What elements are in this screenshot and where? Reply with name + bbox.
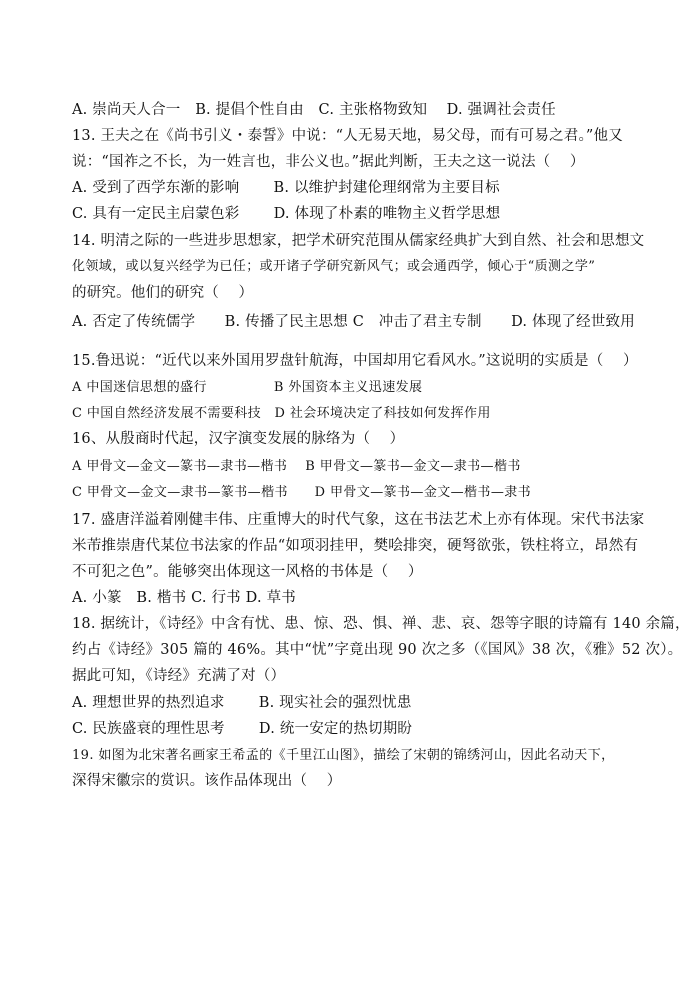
q18-option-ab: A. 理想世界的热烈追求 B. 现实社会的强烈忧患 xyxy=(72,695,412,711)
q14-options-line: A. 否定了传统儒学 B. 传播了民主思想 C 冲击了君主专制 D. 体现了经世致用 xyxy=(72,314,635,330)
q13-stem-line-1: 13. 王夫之在《尚书引义・泰誓》中说：“人无易天地，易父母，而有可易之君。”他又 xyxy=(72,128,623,144)
q17-options-line: A. 小篆 B. 楷书 C. 行书 D. 草书 xyxy=(72,590,297,606)
q15-option-ab: A 中国迷信思想的盛行 B 外国资本主义迅速发展 xyxy=(72,380,423,395)
q18-stem-line-1: 18. 据统计，《诗经》中含有忧、患、惊、恐、惧、禅、悲、哀、怨等字眼的诗篇有 140 余篇， xyxy=(72,616,690,632)
q19-stem-line-2: 深得宋徽宗的赏识。该作品体现出（ ） xyxy=(72,773,342,789)
q16-stem-line: 16、从殷商时代起，汉字演变发展的脉络为（ ） xyxy=(72,431,405,447)
q17-stem-line-1: 17. 盛唐洋溢着刚健丰伟、庄重博大的时代气象，这在书法艺术上亦有体现。宋代书法家 xyxy=(72,512,645,528)
q14-stem-line-1: 14. 明清之际的一些进步思想家，把学术研究范围从儒家经典扩大到自然、社会和思想文 xyxy=(72,233,645,249)
q14-stem-line-2: 化领域，或以复兴经学为已任；或开诸子学研究新风气；或会通西学，倾心于“质测之学” xyxy=(72,259,596,274)
q17-stem-line-2: 米芾推崇唐代某位书法家的作品“如项羽挂甲，樊哙排突，硬弩欲张，铁柱将立，昂然有 xyxy=(72,538,639,554)
q18-stem-line-3: 据此可知，《诗经》充满了对（） xyxy=(72,668,286,684)
q19-stem-line-1: 19. 如图为北宋著名画家王希孟的《千里江山图》，描绘了宋朝的锦绣河山，因此名动天下， xyxy=(72,748,615,763)
q15-stem-line: 15.鲁迅说：“近代以来外国用罗盘针航海，中国却用它看风水。”这说明的实质是（ ） xyxy=(72,353,638,369)
q18-stem-line-2: 约占《诗经》305 篇的 46%。其中“忧”字竟出现 90 次之多（《国风》38 次，《雅》52 次）。 xyxy=(72,642,683,658)
q18-option-cd: C. 民族盛衰的理性思考 D. 统一安定的热切期盼 xyxy=(72,721,413,737)
q13-stem-line-2: 说：“国祚之不长，为一姓言也，非公义也。”据此判断，王夫之这一说法（ ） xyxy=(72,154,585,170)
q16-option-cd: C 甲骨文—金文—隶书—篆书—楷书 D 甲骨文—篆书—金文—楷书—隶书 xyxy=(72,485,532,500)
q16-option-ab: A 甲骨文—金文—篆书—隶书—楷书 B 甲骨文—篆书—金文—隶书—楷书 xyxy=(72,459,521,474)
q13-option-ab: A. 受到了西学东渐的影响 B. 以维护封建伦理纲常为主要目标 xyxy=(72,180,500,196)
q12-options-line: A. 崇尚天人合一 B. 提倡个性自由 C. 主张格物致知 D. 强调社会责任 xyxy=(72,102,556,118)
q13-option-cd: C. 具有一定民主启蒙色彩 D. 体现了朴素的唯物主义哲学思想 xyxy=(72,206,501,222)
q15-option-cd: C 中国自然经济发展不需要科技 D 社会环境决定了科技如何发挥作用 xyxy=(72,406,491,421)
q14-stem-line-3: 的研究。他们的研究（ ） xyxy=(72,285,254,301)
q17-stem-line-3: 不可犯之色”。能够突出体现这一风格的书体是（ ） xyxy=(72,564,423,580)
